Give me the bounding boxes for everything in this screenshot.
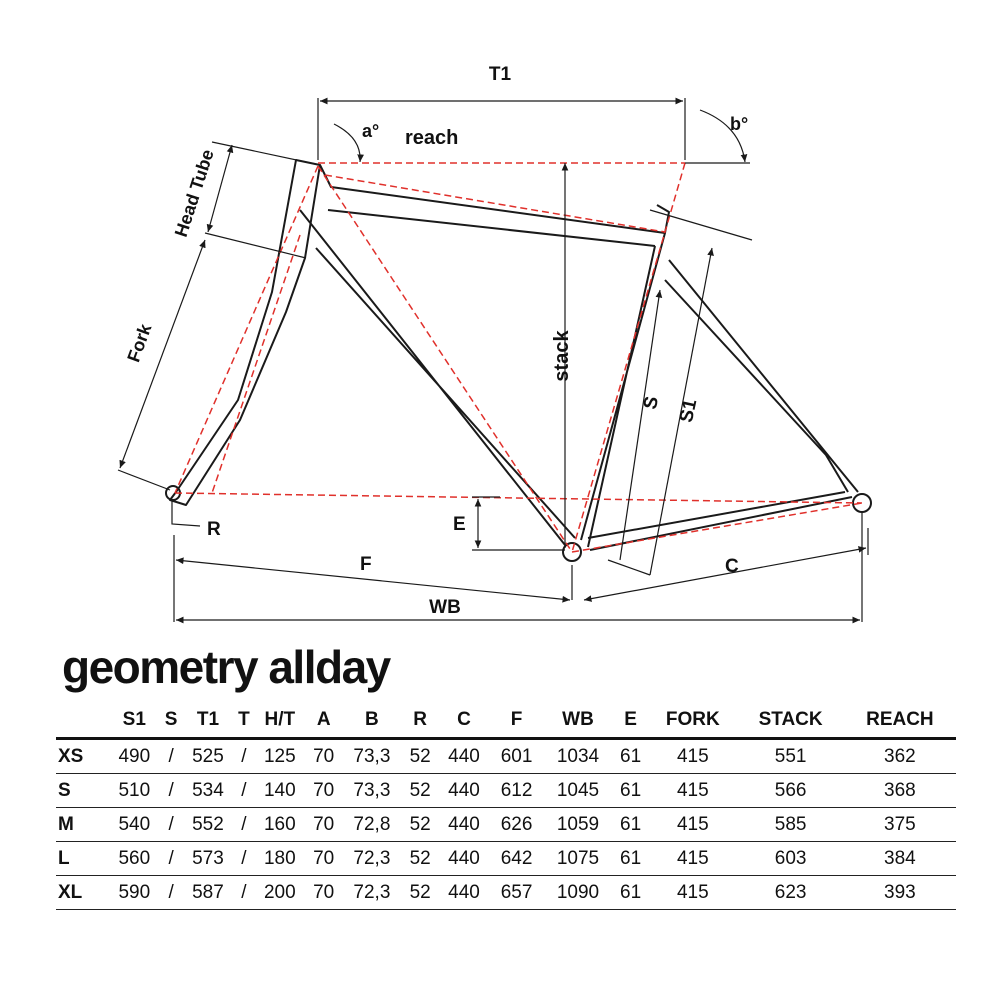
table-cell: /	[161, 739, 182, 774]
table-cell: 415	[648, 808, 737, 842]
column-header: F	[490, 703, 543, 739]
geometry-table	[56, 703, 956, 910]
label-s1: S1	[675, 397, 702, 425]
table-cell: 415	[648, 876, 737, 910]
table-cell: 1034	[543, 739, 613, 774]
table-cell: 140	[254, 774, 307, 808]
table-cell: 440	[438, 842, 491, 876]
table-cell: 61	[613, 774, 648, 808]
table-cell: 61	[613, 842, 648, 876]
table-cell: 415	[648, 774, 737, 808]
table-cell: 551	[737, 739, 843, 774]
table-cell: 180	[254, 842, 307, 876]
table-cell: 510	[108, 774, 161, 808]
label-angle-a: a°	[362, 121, 380, 141]
angle-a-arc	[334, 124, 360, 162]
table-cell: 415	[648, 842, 737, 876]
label-wb: WB	[429, 597, 461, 618]
table-cell: 52	[403, 774, 438, 808]
table-cell: 1045	[543, 774, 613, 808]
label-r: R	[207, 519, 221, 540]
label-fork: Fork	[123, 321, 156, 365]
table-row	[56, 876, 956, 910]
table-cell: 70	[306, 739, 341, 774]
top-tube-guide	[325, 175, 665, 232]
table-cell: 540	[108, 808, 161, 842]
table-cell: 642	[490, 842, 543, 876]
geometry-title: geometry allday	[62, 641, 390, 693]
table-cell: 52	[403, 842, 438, 876]
column-header: E	[613, 703, 648, 739]
seat-stay-outline	[665, 260, 858, 492]
label-c: C	[725, 556, 739, 577]
table-cell: /	[161, 808, 182, 842]
table-cell: /	[161, 774, 182, 808]
table-cell: 52	[403, 739, 438, 774]
label-angle-b: b°	[730, 114, 749, 134]
table-cell: 393	[844, 876, 956, 910]
table-cell: 603	[737, 842, 843, 876]
table-cell: 70	[306, 842, 341, 876]
table-cell: 160	[254, 808, 307, 842]
size-label: XS	[56, 739, 108, 774]
table-cell: 534	[182, 774, 235, 808]
label-head-tube: Head Tube	[170, 146, 218, 240]
table-cell: 61	[613, 808, 648, 842]
table-cell: 70	[306, 808, 341, 842]
table-row	[56, 739, 956, 774]
s-dimension	[620, 290, 660, 560]
column-header: A	[306, 703, 341, 739]
fork-guide	[212, 235, 300, 493]
column-header: REACH	[844, 703, 956, 739]
label-stack: stack	[551, 330, 573, 382]
table-cell: 587	[182, 876, 235, 910]
column-header: FORK	[648, 703, 737, 739]
table-cell: 590	[108, 876, 161, 910]
table-cell: 384	[844, 842, 956, 876]
table-cell: 61	[613, 876, 648, 910]
column-header: T1	[182, 703, 235, 739]
table-cell: 70	[306, 774, 341, 808]
table-header-row	[56, 703, 956, 739]
chainstay-guide	[572, 503, 862, 552]
table-cell: 525	[182, 739, 235, 774]
table-cell: 1075	[543, 842, 613, 876]
label-f: F	[360, 554, 372, 575]
table-row	[56, 774, 956, 808]
table-cell: 585	[737, 808, 843, 842]
column-header: R	[403, 703, 438, 739]
label-e: E	[453, 514, 466, 535]
geometry-guides	[175, 163, 862, 552]
table-cell: 612	[490, 774, 543, 808]
table-cell: 362	[844, 739, 956, 774]
table-cell: 560	[108, 842, 161, 876]
label-t1: T1	[488, 64, 512, 85]
table-cell: /	[234, 876, 253, 910]
table-row	[56, 842, 956, 876]
table-cell: 552	[182, 808, 235, 842]
table-cell: 1090	[543, 876, 613, 910]
table-cell: 626	[490, 808, 543, 842]
table-cell: 72,3	[341, 842, 402, 876]
down-tube-guide	[318, 166, 572, 552]
table-cell: 72,8	[341, 808, 402, 842]
column-header: C	[438, 703, 491, 739]
top-tube-lower-edge	[328, 210, 655, 246]
column-header: T	[234, 703, 253, 739]
table-cell: /	[161, 842, 182, 876]
table-cell: 73,3	[341, 774, 402, 808]
table-cell: 1059	[543, 808, 613, 842]
table-cell: /	[234, 739, 253, 774]
table-cell: 623	[737, 876, 843, 910]
table-cell: 440	[438, 774, 491, 808]
label-reach: reach	[405, 127, 459, 149]
table-cell: 368	[844, 774, 956, 808]
table-cell: /	[161, 876, 182, 910]
size-label: L	[56, 842, 108, 876]
column-header: H/T	[254, 703, 307, 739]
table-cell: 573	[182, 842, 235, 876]
table-cell: 601	[490, 739, 543, 774]
table-cell: 61	[613, 739, 648, 774]
table-cell: /	[234, 774, 253, 808]
table-cell: 70	[306, 876, 341, 910]
column-header: WB	[543, 703, 613, 739]
label-s: S	[640, 394, 664, 412]
bike-frame	[166, 160, 871, 561]
table-cell: 375	[844, 808, 956, 842]
size-label: M	[56, 808, 108, 842]
column-header: S	[161, 703, 182, 739]
table-cell: 73,3	[341, 739, 402, 774]
table-cell: 125	[254, 739, 307, 774]
column-header: STACK	[737, 703, 843, 739]
column-header: S1	[108, 703, 161, 739]
dimension-labels	[123, 64, 748, 618]
table-cell: 440	[438, 808, 491, 842]
table-cell: 566	[737, 774, 843, 808]
table-cell: 52	[403, 808, 438, 842]
table-cell: 490	[108, 739, 161, 774]
wheelbase-guide	[175, 493, 862, 503]
table-row	[56, 808, 956, 842]
table-cell: 72,3	[341, 876, 402, 910]
column-header: B	[341, 703, 402, 739]
seat-tube-guide	[572, 163, 685, 552]
table-cell: /	[234, 842, 253, 876]
table-cell: 440	[438, 739, 491, 774]
table-cell: 415	[648, 739, 737, 774]
table-cell: 440	[438, 876, 491, 910]
size-label: XL	[56, 876, 108, 910]
dimension-lines	[118, 98, 868, 622]
f-dimension	[176, 560, 570, 600]
table-cell: 657	[490, 876, 543, 910]
size-label: S	[56, 774, 108, 808]
column-header	[56, 703, 108, 739]
table-cell: 200	[254, 876, 307, 910]
table-cell: 52	[403, 876, 438, 910]
top-tube-outline	[320, 165, 669, 233]
table-cell: /	[234, 808, 253, 842]
